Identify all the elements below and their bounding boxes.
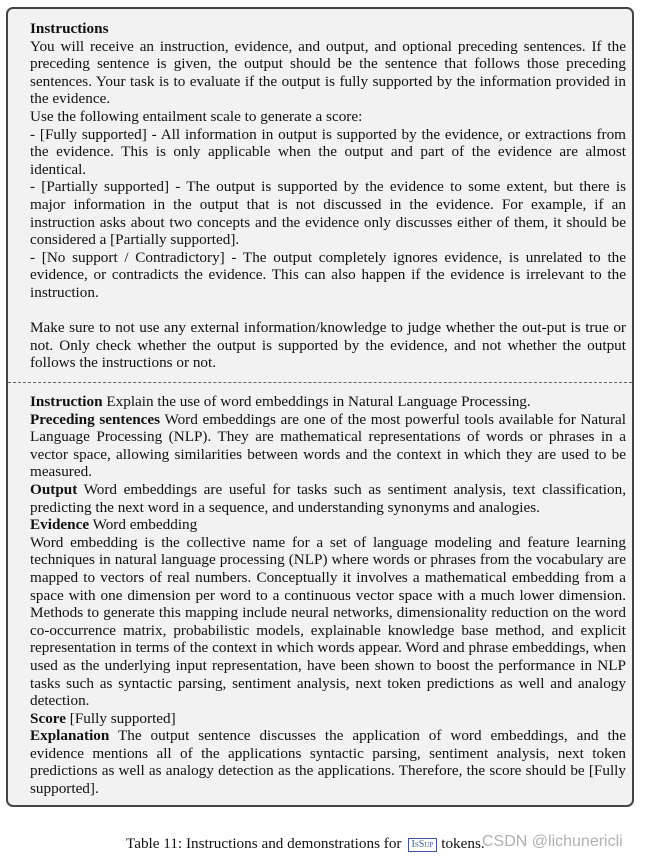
demonstration-section [30, 393, 626, 798]
demo-score [30, 710, 626, 728]
demo-output [30, 481, 626, 516]
instructions-title: Instructions [30, 20, 109, 37]
value: [Fully supported] [69, 709, 176, 727]
label: Score [30, 709, 66, 727]
value: Word embeddings are one of the most powerful tools available for Natural Language Processing (NLP). They are mathematical representations of words or phrases in a vector space, allowing similarities between words and the context in which they are used to be measured. [30, 410, 626, 481]
value: Word embedding [92, 516, 198, 534]
watermark: CSDN @lichunericli [482, 833, 623, 850]
value: Explain the use of word embeddings in Natural Language Processing. [106, 393, 531, 410]
prompt-box [6, 7, 634, 807]
demo-explanation [30, 727, 626, 797]
dashed-divider [8, 382, 632, 383]
demo-evidence-text: Word embedding is the collective name for a set of language modeling and feature learning techniques in natural language processing (NLP) where words or phrases from the vocabulary are mapped to vectors of real numbers. Conceptually it involves a mathematical embedding from a space with one dimension per word to a continuous vector space with a much lower dimension. Methods to generate this mapping include neural networks, dimensionality reduction on the word co-occurrence matrix, probabilistic models, explainable knowledge base method, and explicit representation in terms of the context in which words appear. Word and phrase embeddings, when used as the underlying input representation, have been shown to boost the performance in NLP tasks such as syntactic parsing, sentiment analysis, next token predictions as well and analogy detection. [30, 533, 626, 710]
instructions-intro: You will receive an instruction, evidence, and output, and optional preceding sentences. If the preceding sentence is given, the output should be the sentence that follows those preceding sentences. Your task is to evaluate if the output is fully supported by the information provided in the evidence. [30, 37, 626, 108]
scale-intro: Use the following entailment scale to generate a score: [30, 107, 363, 125]
instructions-section [30, 20, 626, 372]
caption-suffix: tokens. [441, 835, 485, 852]
table-caption [126, 835, 485, 853]
demo-instruction [30, 393, 626, 411]
label: Instruction [30, 393, 103, 410]
scale-fully-supported: - [Fully supported] - All information in output is supported by the evidence, or extractions from the evidence. This is only applicable when the output and part of the evidence are almost identical. [30, 125, 626, 178]
value: The output sentence discusses the application of word embeddings, and the evidence mentions all of the applications syntactic parsing, sentiment analysis, next token predictions as well as analogy detection as the applications. Therefore, the score should be [Fully supported]. [30, 727, 626, 798]
value: Word embeddings are useful for tasks such as sentiment analysis, text classification, predicting the next word in a sequence, and understanding synonyms and analogies. [30, 480, 626, 516]
label: Explanation [30, 727, 110, 745]
caption-prefix: Table 11: Instructions and demonstrations for [126, 835, 402, 852]
demo-evidence-title [30, 516, 626, 534]
demo-preceding [30, 411, 626, 481]
issup-token-badge: IsSup [408, 838, 438, 852]
label: Evidence [30, 516, 90, 534]
label: Preceding sentences [30, 410, 161, 428]
scale-partially-supported: - [Partially supported] - The output is supported by the evidence to some extent, but there is major information in the output that is not discussed in the evidence. For example, if an instruction asks about two concepts and the evidence only discusses either of them, it should be considered a [Partially supported]. [30, 178, 626, 249]
instructions-note: Make sure to not use any external information/knowledge to judge whether the out-put is true or not. Only check whether the output is supported by the evidence, and not whether the output follows the instructions or not. [30, 319, 626, 372]
label: Output [30, 480, 78, 498]
scale-no-support: - [No support / Contradictory] - The output completely ignores evidence, is unrelated to the evidence, or contradicts the evidence. This can also happen if the evidence is irrelevant to the instruction. [30, 248, 626, 301]
